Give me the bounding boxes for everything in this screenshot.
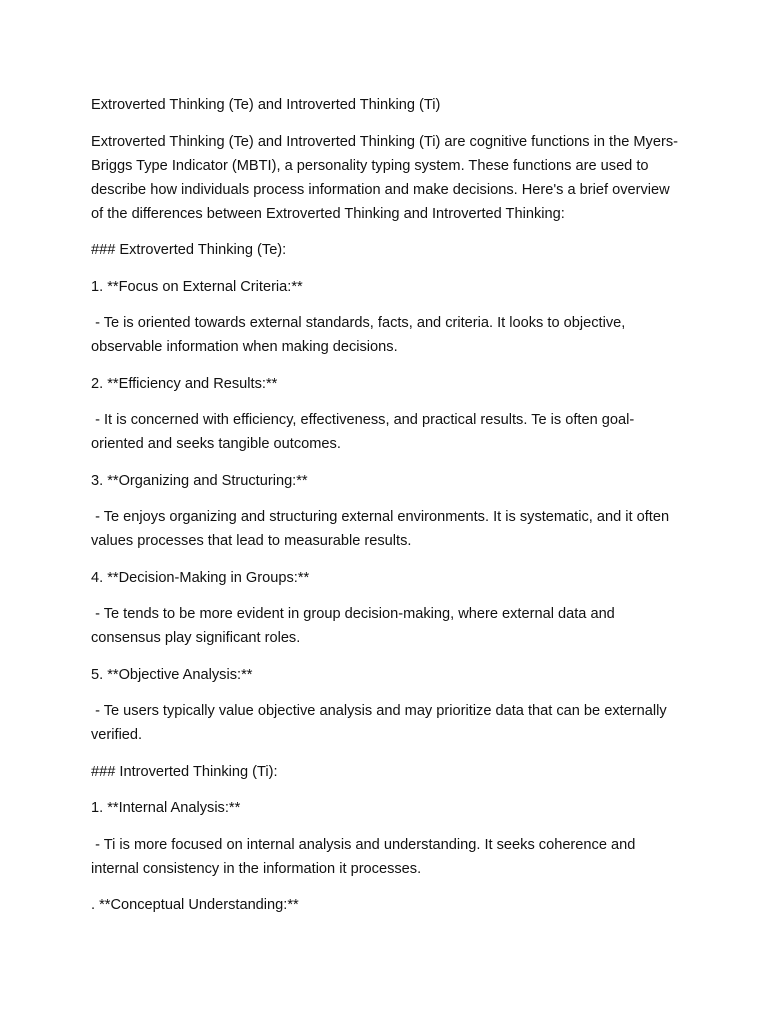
ti-item-heading: 1. **Internal Analysis:** [91,800,241,816]
te-item-text: - Te is oriented towards external standards, facts, and criteria. It looks to objective, observable information when making decisions. [91,315,630,355]
te-item-heading: 5. **Objective Analysis:** [91,666,253,683]
ti-section-heading: ### Introverted Thinking (Ti): [91,763,278,780]
te-item-heading: 2. **Efficiency and Results:** [91,375,278,392]
document-title: Extroverted Thinking (Te) and Introverted Thinking (Ti) [91,97,441,113]
ti-item-text: - Ti is more focused on internal analysis and understanding. It seeks coherence and internal consistency in the information it processes. [91,836,640,877]
trailing-item-heading: . **Conceptual Understanding:** [91,897,299,913]
te-item-text: - Te tends to be more evident in group decision-making, where external data and consensus play significant roles. [91,606,619,646]
intro-paragraph: Extroverted Thinking (Te) and Introverted Thinking (Ti) are cognitive functions in the Myers-Briggs Type Indicator (MBTI), a personality typing system. These functions are used to describe how individuals process information and make decisions. Here's a brief overview of the differences between Extroverted Thinking and Introverted Thinking: [91,133,678,222]
te-item-text: - It is concerned with efficiency, effectiveness, and practical results. Te is often goal-oriented and seeks tangible outcomes. [91,412,635,452]
te-item-heading: 3. **Organizing and Structuring:** [91,472,308,489]
te-item-text: - Te enjoys organizing and structuring external environments. It is systematic, and it often values processes that lead to measurable results. [91,509,674,549]
te-item-text: - Te users typically value objective analysis and may prioritize data that can be externally verified. [91,703,671,743]
te-item-heading: 4. **Decision-Making in Groups:** [91,569,310,586]
te-item-heading: 1. **Focus on External Criteria:** [91,278,303,295]
te-section-heading: ### Extroverted Thinking (Te): [91,242,287,258]
document-page [91,93,681,930]
